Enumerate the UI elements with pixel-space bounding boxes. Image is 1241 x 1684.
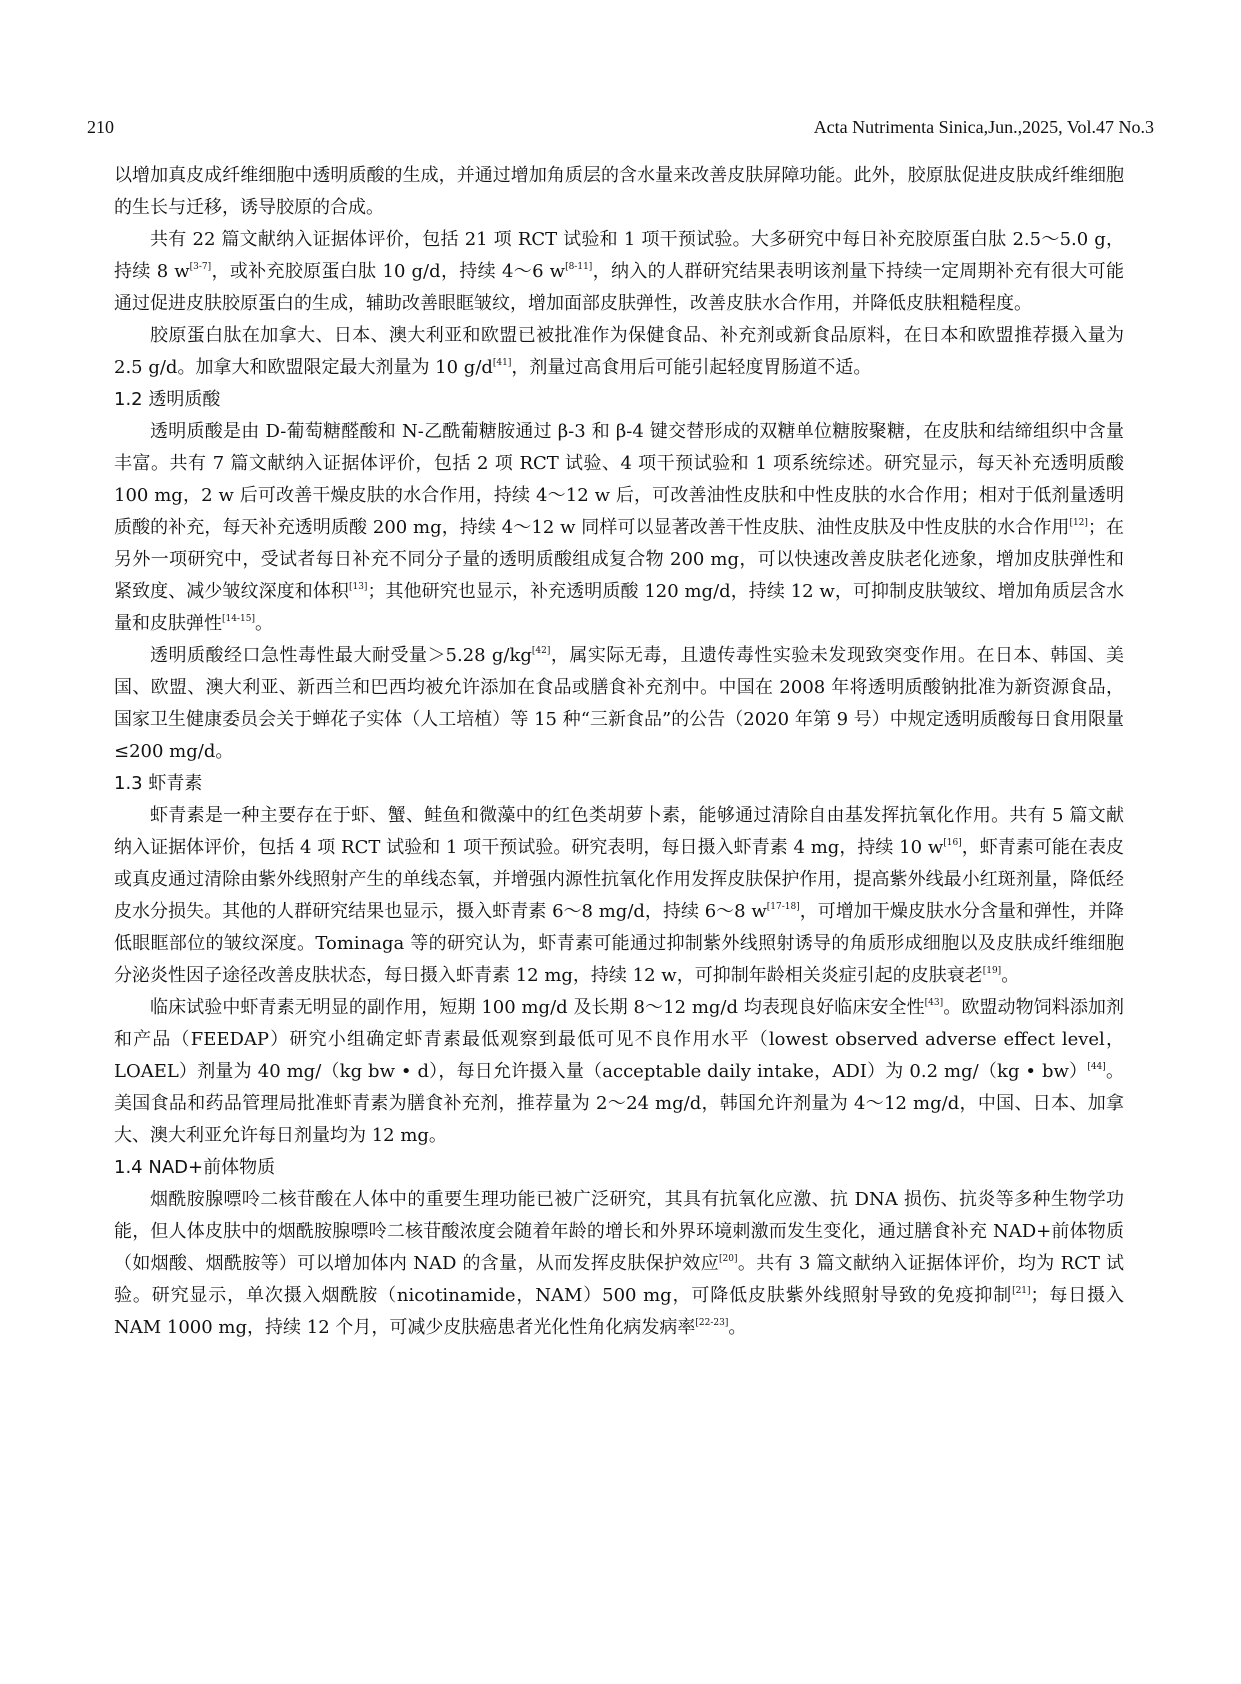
paragraph: 以增加真皮成纤维细胞中透明质酸的生成，并通过增加角质层的含水量来改善皮肤屏障功能。此外，胶原肽促进皮肤成纤维细胞的生长与迁移，诱导胶原的合成。	[114, 165, 1124, 218]
citation[interactable]: [20]	[719, 1254, 738, 1264]
paragraph: 虾青素是一种主要存在于虾、蟹、鲑鱼和微藻中的红色类胡萝卜素，能够通过清除自由基发挥抗氧化作用。共有 5 篇文献纳入证据体评价，包括 4 项 RCT 试验和 1 项干预试验。研究表明，每日摄入虾青素 4 mg，持续 10 w[16]，虾青素可能在表皮或真皮通过清除由紫外线照射产生的单线态氧，并增强内源性抗氧化作用发挥皮肤保护作用，提高紫外线最小红斑剂量，降低经皮水分损失。其他的人群研究结果也显示，摄入虾青素 6～8 mg/d，持续 6～8 w[17-18]，可增加干燥皮肤水分含量和弹性，并降低眼眶部位的皱纹深度。Tominaga 等的研究认为，虾青素可能通过抑制紫外线照射诱导的角质形成细胞以及皮肤成纤维细胞分泌炎性因子途径改善皮肤状态，每日摄入虾青素 12 mg，持续 12 w，可抑制年龄相关炎症引起的皮肤衰老[19]。	[114, 805, 1124, 986]
citation[interactable]: [41]	[492, 358, 512, 368]
citation[interactable]: [12]	[1069, 518, 1088, 528]
citation[interactable]: [21]	[1012, 1286, 1031, 1296]
section-heading: 1.3 虾青素	[114, 773, 203, 794]
article-body	[114, 160, 1124, 1344]
paragraph: 共有 22 篇文献纳入证据体评价，包括 21 项 RCT 试验和 1 项干预试验。大多研究中每日补充胶原蛋白肽 2.5～5.0 g，持续 8 w[3-7]，或补充胶原蛋白肽 10 g/d，持续 4～6 w[8-11]，纳入的人群研究结果表明该剂量下持续一定周期补充有很大可能通过促进皮肤胶原蛋白的生成，辅助改善眼眶皱纹，增加面部皮肤弹性，改善皮肤水合作用，并降低皮肤粗糙程度。	[114, 229, 1124, 314]
page-number: 210	[87, 117, 114, 137]
citation[interactable]: [19]	[982, 966, 1002, 976]
citation[interactable]: [16]	[943, 838, 962, 848]
section-heading: 1.4 NAD+前体物质	[114, 1157, 276, 1178]
paragraph: 透明质酸经口急性毒性最大耐受量＞5.28 g/kg[42]，属实际无毒，且遗传毒性实验未发现致突变作用。在日本、韩国、美国、欧盟、澳大利亚、新西兰和巴西均被允许添加在食品或膳食补充剂中。中国在 2008 年将透明质酸钠批准为新资源食品，国家卫生健康委员会关于蝉花子实体（人工培植）等 15 种“三新食品”的公告（2020 年第 9 号）中规定透明质酸每日食用限量≤200 mg/d。	[114, 645, 1124, 762]
journal-citation: Acta Nutrimenta Sinica,Jun.,2025, Vol.47 No.3	[813, 117, 1154, 137]
paragraph: 胶原蛋白肽在加拿大、日本、澳大利亚和欧盟已被批准作为保健食品、补充剂或新食品原料，在日本和欧盟推荐摄入量为 2.5 g/d。加拿大和欧盟限定最大剂量为 10 g/d[41]，剂量过高食用后可能引起轻度胃肠道不适。	[114, 325, 1124, 378]
paragraph: 烟酰胺腺嘌呤二核苷酸在人体中的重要生理功能已被广泛研究，其具有抗氧化应激、抗 DNA 损伤、抗炎等多种生物学功能，但人体皮肤中的烟酰胺腺嘌呤二核苷酸浓度会随着年龄的增长和外界环境刺激而发生变化，通过膳食补充 NAD+前体物质（如烟酸、烟酰胺等）可以增加体内 NAD 的含量，从而发挥皮肤保护效应[20]。共有 3 篇文献纳入证据体评价，均为 RCT 试验。研究显示，单次摄入烟酰胺（nicotinamide，NAM）500 mg，可降低皮肤紫外线照射导致的免疫抑制[21]；每日摄入 NAM 1000 mg，持续 12 个月，可减少皮肤癌患者光化性角化病发病率[22-23]。	[114, 1189, 1125, 1338]
citation[interactable]: [14-15]	[222, 614, 255, 624]
section-heading: 1.2 透明质酸	[114, 389, 221, 410]
citation[interactable]: [42]	[531, 646, 551, 656]
citation[interactable]: [44]	[1087, 1062, 1106, 1072]
paragraph: 临床试验中虾青素无明显的副作用，短期 100 mg/d 及长期 8～12 mg/d 均表现良好临床安全性[43]。欧盟动物饲料添加剂和产品（FEEDAP）研究小组确定虾青素最低观察到最低可见不良作用水平（lowest observed adverse effect level，LOAEL）剂量为 40 mg/（kg bw • d），每日允许摄入量（acceptable daily intake，ADI）为 0.2 mg/（kg • bw）[44]。美国食品和药品管理局批准虾青素为膳食补充剂，推荐量为 2～24 mg/d，韩国允许剂量为 4～12 mg/d，中国、日本、加拿大、澳大利亚允许每日剂量均为 12 mg。	[114, 997, 1125, 1146]
citation[interactable]: [17-18]	[766, 902, 800, 912]
running-header	[87, 117, 1154, 147]
citation[interactable]: [3-7]	[189, 262, 212, 272]
citation[interactable]: [22-23]	[695, 1318, 729, 1328]
citation[interactable]: [43]	[924, 998, 944, 1008]
paragraph: 透明质酸是由 D-葡萄糖醛酸和 N-乙酰葡糖胺通过 β-3 和 β-4 键交替形成的双糖单位糖胺聚糖，在皮肤和结缔组织中含量丰富。共有 7 篇文献纳入证据体评价，包括 2 项 RCT 试验、4 项干预试验和 1 项系统综述。研究显示，每天补充透明质酸 100 mg，2 w 后可改善干燥皮肤的水合作用，持续 4～12 w 后，可改善油性皮肤和中性皮肤的水合作用；相对于低剂量透明质酸的补充，每天补充透明质酸 200 mg，持续 4～12 w 同样可以显著改善干性皮肤、油性皮肤及中性皮肤的水合作用[12]；在另外一项研究中，受试者每日补充不同分子量的透明质酸组成复合物 200 mg，可以快速改善皮肤老化迹象，增加皮肤弹性和紧致度、减少皱纹深度和体积[13]；其他研究也显示，补充透明质酸 120 mg/d，持续 12 w，可抑制皮肤皱纹、增加角质层含水量和皮肤弹性[14-15]。	[114, 421, 1125, 634]
citation[interactable]: [13]	[348, 582, 368, 592]
citation[interactable]: [8-11]	[565, 262, 593, 272]
